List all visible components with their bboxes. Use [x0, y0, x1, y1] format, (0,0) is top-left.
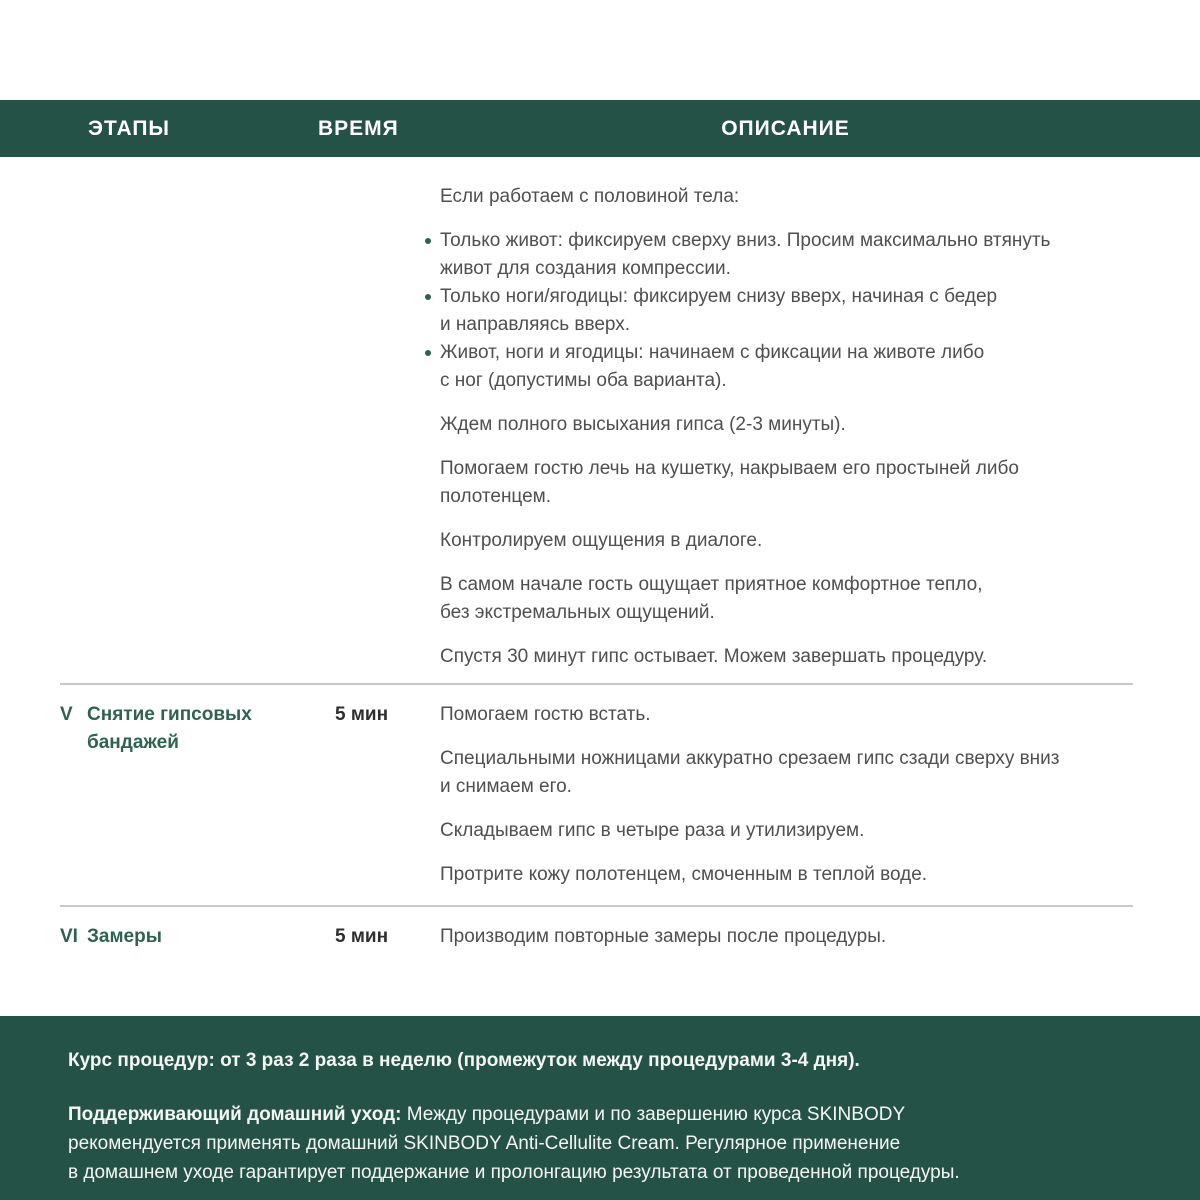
paragraph	[440, 861, 1133, 889]
bullet-text	[440, 227, 1133, 283]
home-care-line1-rest: Между процедурами и по завершению курса SKINBODY	[401, 1104, 906, 1125]
text-line: В самом начале гость ощущает приятное комфортное тепло,	[440, 574, 983, 595]
text-line: Снятие гипсовых	[87, 704, 252, 725]
paragraph	[440, 745, 1133, 801]
home-care-note	[68, 1100, 1130, 1187]
text-line: Специальными ножницами аккуратно срезаем гипс сзади сверху вниз	[440, 748, 1060, 769]
stage-description	[440, 701, 1133, 889]
bullet-dot-icon	[422, 339, 440, 395]
text-line: и направляясь вверх.	[440, 314, 631, 335]
text-line: Замеры	[87, 926, 162, 947]
table-row-stage-iv-continued	[60, 157, 1133, 683]
text-line: Только ноги/ягодицы: фиксируем снизу вверх, начиная с бедер	[440, 286, 998, 307]
text-line: и снимаем его.	[440, 776, 572, 797]
bullet-dot-icon	[422, 283, 440, 339]
paragraph	[440, 411, 1133, 439]
home-care-line: в домашнем уходе гарантирует поддержание и пролонгацию результата от проведенной процедуры.	[68, 1162, 960, 1183]
column-header-time: ВРЕМЯ	[318, 117, 399, 140]
bullet-item	[440, 339, 1133, 395]
paragraph	[440, 183, 1133, 211]
paragraph	[440, 527, 1133, 555]
paragraph	[440, 923, 1133, 951]
stage-time: 5 мин	[335, 704, 389, 725]
text-line: Контролируем ощущения в диалоге.	[440, 530, 763, 551]
bullet-item	[440, 227, 1133, 283]
text-line: Спустя 30 минут гипс остывает. Можем завершать процедуру.	[440, 646, 988, 667]
home-care-line	[68, 1100, 1130, 1129]
text-line: с ног (допустимы оба варианта).	[440, 370, 727, 391]
text-line: Помогаем гостю лечь на кушетку, накрываем его простыней либо	[440, 458, 1019, 479]
text-line: Живот, ноги и ягодицы: начинаем с фиксации на животе либо	[440, 342, 985, 363]
paragraph	[440, 571, 1133, 627]
text-line: Ждем полного высыхания гипса (2-3 минуты).	[440, 414, 846, 435]
home-care-line: рекомендуется применять домашний SKINBODY Anti-Cellulite Cream. Регулярное применение	[68, 1133, 901, 1154]
text-line: Помогаем гостю встать.	[440, 704, 651, 725]
text-line: полотенцем.	[440, 486, 552, 507]
text-line: Складываем гипс в четыре раза и утилизируем.	[440, 820, 865, 841]
text-line: живот для создания компрессии.	[440, 258, 731, 279]
stage-description	[440, 923, 1133, 951]
text-line: Если работаем с половиной тела:	[440, 186, 740, 207]
paragraph	[440, 817, 1133, 845]
text-line: Производим повторные замеры после процедуры.	[440, 926, 887, 947]
column-header-description: ОПИСАНИЕ	[721, 117, 850, 140]
bullet-text	[440, 283, 1133, 339]
paragraph	[440, 701, 1133, 729]
text-line: Протрите кожу полотенцем, смоченным в теплой воде.	[440, 864, 928, 885]
stage-description	[440, 183, 1133, 671]
table-row-stage-v	[60, 683, 1133, 905]
text-line: без экстремальных ощущений.	[440, 602, 715, 623]
bullet-list	[440, 227, 1133, 395]
bullet-item	[440, 283, 1133, 339]
home-care-lead-label: Поддерживающий домашний уход:	[68, 1104, 402, 1125]
bullet-dot-icon	[422, 227, 440, 283]
course-frequency-note: Курс процедур: от 3 раз 2 раза в неделю (промежуток между процедурами 3-4 дня).	[68, 1050, 860, 1071]
text-line: Только живот: фиксируем сверху вниз. Просим максимально втянуть	[440, 230, 1051, 251]
stage-number: V	[60, 704, 73, 725]
bullet-text	[440, 339, 1133, 395]
table-body	[60, 157, 1133, 967]
footer-note-block	[0, 1016, 1200, 1200]
paragraph	[440, 643, 1133, 671]
stage-number: VI	[60, 926, 78, 947]
table-header-bar	[0, 100, 1200, 157]
stage-label	[87, 701, 335, 757]
stage-label	[87, 923, 335, 951]
paragraph	[440, 455, 1133, 511]
text-line: бандажей	[87, 732, 179, 753]
column-header-stages: ЭТАПЫ	[88, 117, 170, 140]
table-row-stage-vi	[60, 905, 1133, 967]
stage-time: 5 мин	[335, 926, 389, 947]
